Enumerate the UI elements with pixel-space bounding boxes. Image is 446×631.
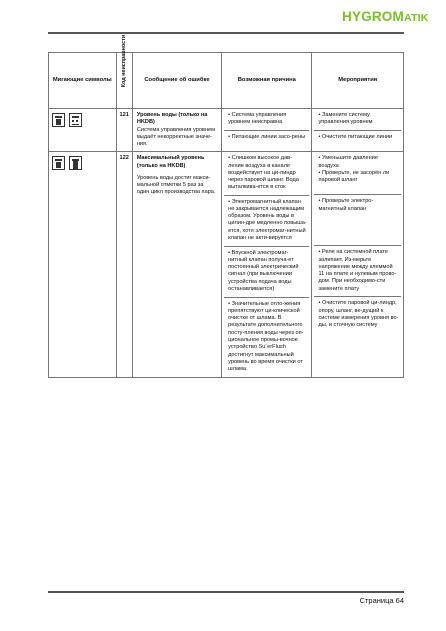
- cause-item: • Электромагнитный клапан не закрывается надлежащим образом. Уровень воды в цилин-дре медленно повыша-ется, хотя электромаг-нитный клапан не акти-вируется: [224, 195, 309, 246]
- cylinder-full-icon: [69, 156, 82, 170]
- header-action: Мероприятия: [312, 53, 404, 109]
- cylinder-level-icon: [52, 156, 65, 170]
- error-code: 122: [116, 152, 132, 377]
- action-item: • Очистите питающие линии: [314, 130, 401, 144]
- table-header-row: [49, 53, 404, 109]
- symbol-cell: [49, 152, 117, 377]
- page-number: Страница 64: [359, 596, 404, 605]
- error-description: Уровень воды достиг макси-мальной отметки 5 раз за один цикл производства пара.: [136, 174, 216, 196]
- action-item: • Проверьте, не засорён ли паровой шланг: [318, 170, 399, 185]
- error-table: [48, 35, 404, 378]
- action-item: • Замените систему управления уровнем: [314, 109, 401, 130]
- cause-item: • Система управления уровнем неисправна: [224, 109, 309, 130]
- table-row: [49, 152, 404, 377]
- header-symbols: Мигающие символы: [49, 53, 117, 109]
- action-item: • Очистите паровой ци-линдр, опору, шланг, ве-дущий к системе измерения уровня во-ды, и сточную систему: [314, 296, 401, 376]
- cause-item: • Впускной электромаг-нитный клапан получа-ет постоянный электрический сигнал (при выключении устройства подача воды останавливается): [224, 246, 309, 297]
- header-code: Код неисправности: [116, 53, 132, 109]
- cause-cell: [222, 152, 312, 377]
- error-message: [132, 109, 221, 152]
- header-rule: [48, 32, 404, 34]
- action-cell: [312, 152, 404, 377]
- cylinder-level-icon: [52, 113, 65, 127]
- error-code: 121: [116, 109, 132, 152]
- action-cell: [312, 109, 404, 152]
- error-title: Максимальный уровень (только на HKDB): [136, 155, 205, 169]
- cause-item: • Слишком высокое дав-ление воздуха в канале воздействует на ци-линдр через паровой шланг. Вода выталкива-ется в сток: [224, 152, 309, 194]
- header-cause: Возможная причина: [222, 53, 312, 109]
- cause-item: • Питающие линии засо-рены: [224, 130, 309, 144]
- action-item: • Уменьшите давление воздуха: [318, 155, 399, 170]
- action-group: [314, 152, 401, 194]
- header-message: Сообщение об ошибке: [132, 53, 221, 109]
- error-message: [132, 152, 221, 377]
- error-description: Система управления уровнем выдаёт некорректные значе-ния.: [136, 126, 215, 148]
- footer-rule: [48, 591, 404, 593]
- table-row: [49, 109, 404, 152]
- symbol-cell: [49, 109, 117, 152]
- action-item: • Проверьте электро-магнитный клапан: [314, 194, 401, 245]
- hygromatik-logo: HYGROMATIK: [342, 9, 429, 24]
- drain-icon: [69, 113, 82, 127]
- cause-cell: [222, 109, 312, 152]
- error-title: Уровень воды (только на HKDB): [136, 112, 208, 126]
- action-item: • Реле на системной плате залипает. Из-мерьте напряжение между клеммой 11 на плате и нулевым прово-дом. При необходимо-сти замените плату: [314, 245, 401, 296]
- cause-item: • Значительные отло-жения препятствуют ци-клической очистке от шлама. В результате дополнительного посту-пления воды через оп-циональное промы-вочное устройство Su¨erFlush достигнут максимальный уровень во время очистки от шлама.: [224, 297, 309, 377]
